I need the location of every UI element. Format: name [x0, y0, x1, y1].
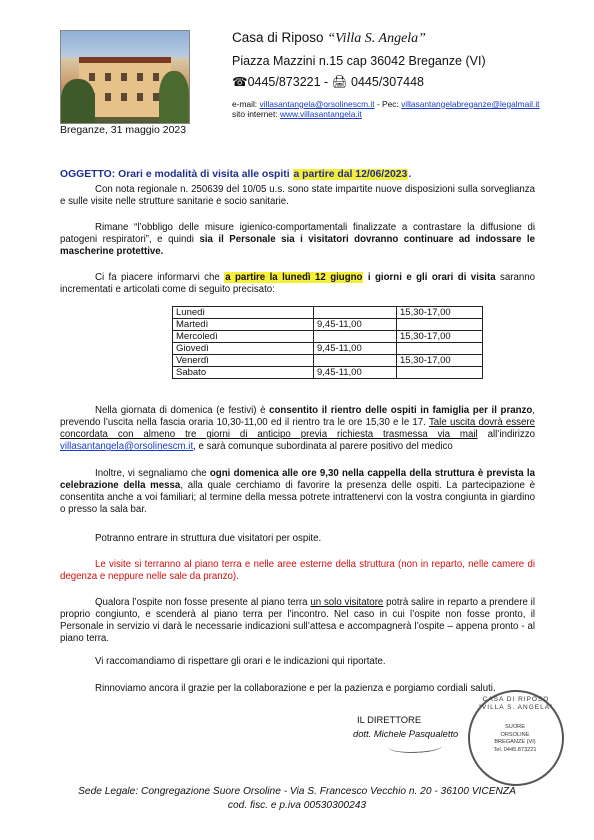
schedule-row [173, 367, 483, 379]
schedule-afternoon: 15,30-17,00 [397, 307, 483, 319]
signature-title: IL DIRETTORE [357, 714, 422, 725]
schedule-day: Giovedì [173, 343, 314, 355]
schedule-row [173, 307, 483, 319]
stamp-center: SUORE ORSOLINE BREGANZE (VI) Tel. 0445.873221 [493, 724, 537, 753]
paragraph-8: Qualora l’ospite non fosse presente al piano terra un solo visitatore potrà salire in reparto a prendere il proprio congiunto, e scenderà al piano terra per l’incontro. Nel caso in cui l’ospite non fosse pronto, il Personale in servizio vi darà le necessarie indicazioni sull’attesa e accompagnerà l’ospite – appena pronto - al piano terra. [60, 597, 535, 645]
schedule-row [173, 319, 483, 331]
email-link-body[interactable]: villasantangela@orsolinescm.it [60, 441, 194, 453]
handwritten-signature [388, 738, 443, 755]
paragraph-6: Potranno entrare in struttura due visitatori per ospite. [95, 533, 322, 544]
paragraph-2: Rimane “l’obbligo delle misure igienico-comportamentali finalizzate a contrastare la diffusione di patogeni respiratori”, e quindi sia il Personale sia i visitatori dovranno continuare ad indossare le mascherine protettive. [60, 222, 535, 258]
schedule-morning [314, 355, 397, 367]
website-link[interactable]: www.villasantangela.it [279, 109, 362, 120]
schedule-day: Martedì [173, 319, 314, 331]
footer-line-2: cod. fisc. e p.iva 00530300243 [227, 800, 367, 812]
paragraph-1: Con nota regionale n. 250639 del 10/05 u.s. sono state impartite nuove disposizioni sulla sorveglianza e sulle visite nelle strutture sanitarie e socio sanitarie. [60, 184, 535, 208]
letterhead [232, 30, 562, 120]
stamp-ring-text: CASA DI RIPOSO “VILLA S. ANGELA” [478, 696, 554, 712]
footer-line-1: Sede Legale: Congregazione Suore Orsoline - Via S. Francesco Vecchio n. 20 - 36100 VICENZA [78, 786, 516, 797]
schedule-morning: 9,45-11,00 [314, 367, 397, 379]
schedule-row [173, 355, 483, 367]
email-link[interactable]: villasantangela@orsolinescm.it [259, 98, 375, 109]
letter-date: Breganze, 31 maggio 2023 [60, 124, 187, 136]
tree-left [61, 79, 95, 123]
schedule-afternoon [397, 367, 483, 379]
signature-block [353, 714, 459, 740]
schedule-morning [314, 307, 397, 319]
institution-name: Casa di Riposo “Villa S. Angela” [232, 30, 426, 46]
schedule-day: Mercoledì [173, 331, 314, 343]
tree-right [159, 71, 189, 123]
pec-link[interactable]: villasantangelabreganze@legalmail.it [401, 98, 540, 109]
paragraph-9: Vi raccomandiamo di rispettare gli orari e le indicazioni qui riportate. [95, 656, 386, 667]
legal-footer [0, 785, 594, 814]
schedule-morning [314, 331, 397, 343]
schedule-afternoon [397, 319, 483, 331]
schedule-day: Lunedì [173, 307, 314, 319]
schedule-row [173, 331, 483, 343]
schedule-day: Sabato [173, 367, 314, 379]
schedule-afternoon [397, 343, 483, 355]
schedule-morning: 9,45-11,00 [314, 319, 397, 331]
subject-line: OGGETTO: Orari e modalità di visita alle ospiti a partire dal 12/06/2023. [60, 169, 412, 180]
schedule-afternoon: 15,30-17,00 [397, 355, 483, 367]
building-photo [60, 30, 190, 124]
paragraph-10: Rinnoviamo ancora il grazie per la collaborazione e per la pazienza e porgiamo cordiali saluti. [95, 683, 496, 694]
address: Piazza Mazzini n.15 cap 36042 Breganze (VI) [232, 53, 486, 68]
schedule-day: Venerdì [173, 355, 314, 367]
official-stamp [468, 690, 564, 786]
paragraph-3: Ci fa piacere informarvi che a partire la lunedì 12 giugno i giorni e gli orari di visita saranno incrementati e articolati come di seguito precisato: [60, 272, 535, 296]
schedule-afternoon: 15,30-17,00 [397, 331, 483, 343]
schedule-morning: 9,45-11,00 [314, 343, 397, 355]
signature-name: dott. Michele Pasqualetto [353, 727, 459, 739]
schedule-row [173, 343, 483, 355]
contacts: e-mail: villasantangela@orsolinescm.it - Pec: villasantangelabreganze@legalmail.it sito internet: www.villasantangela.it [232, 98, 540, 120]
visit-schedule-table [172, 306, 483, 379]
paragraph-7-notice: Le visite si terranno al piano terra e nelle aree esterne della struttura (non in reparto, nelle camere di degenza e neppure nelle sale da pranzo). [60, 559, 535, 583]
paragraph-5: Inoltre, vi segnaliamo che ogni domenica alle ore 9,30 nella cappella della struttura è prevista la celebrazione della messa, alla quale cerchiamo di favorire la presenza delle ospiti. La partecipazione è consentita anche a voi familiari; al termine della messa potrete intrattenervi con la vostra congiunta in giardino o presso la sala bar. [60, 468, 536, 516]
paragraph-4: Nella giornata di domenica (e festivi) è consentito il rientro delle ospiti in famiglia per il pranzo, prevendo l’uscita nella fascia oraria 10,30-11,00 ed il rientro tra le ore 15,30 e le 17. Tale uscita dovrà essere concordata con almeno tre giorni di anticipo previa richiesta trasmessa via mail all’indirizzo villasantangela@orsolinescm.it, e sarà comunque subordinata al parere positivo del medico [60, 405, 536, 453]
phone-fax: ☎0445/873221 - 🖨 0445/307448 [232, 75, 425, 90]
